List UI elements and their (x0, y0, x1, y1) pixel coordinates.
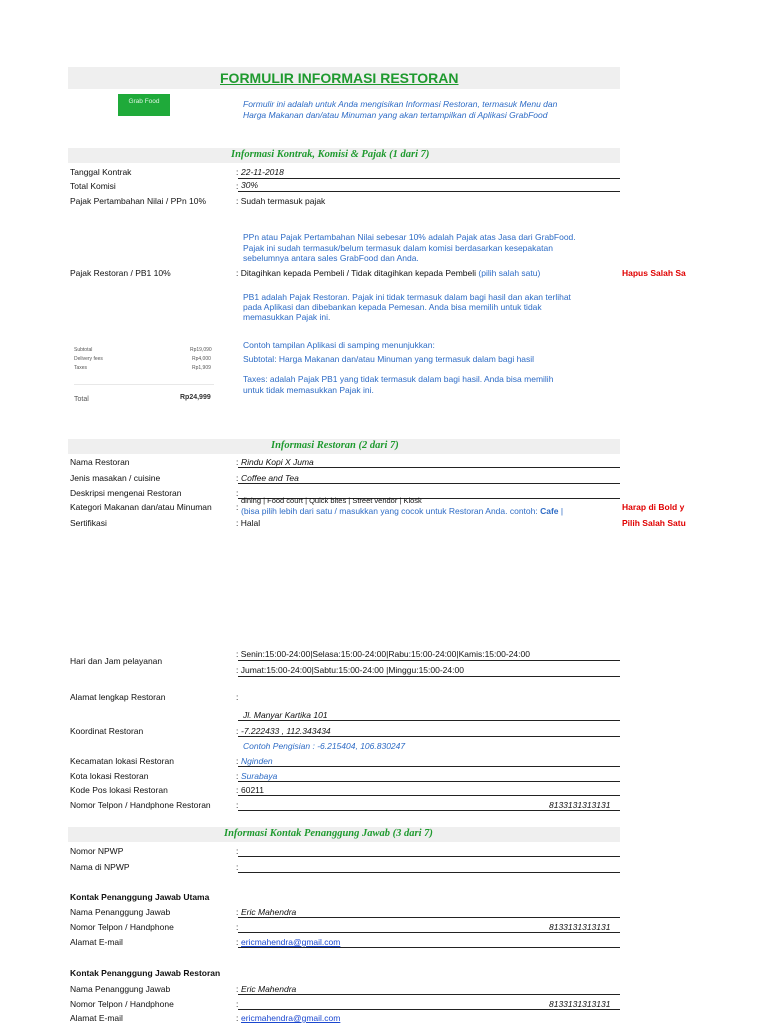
pb1-warning: Hapus Salah Sa (622, 268, 686, 278)
restoran-nama-field[interactable]: Eric Mahendra (241, 984, 297, 994)
restoran-email-link[interactable]: ericmahendra@gmail.com (241, 1013, 341, 1023)
kecamatan-label: Kecamatan lokasi Restoran (70, 756, 174, 766)
kodepos-label: Kode Pos lokasi Restoran (70, 785, 168, 795)
utama-email-label: Alamat E-mail (70, 937, 123, 947)
restoran-telpon-label: Nomor Telpon / Handphone (70, 999, 174, 1009)
utama-telpon-field[interactable]: 8133131313131 (549, 922, 611, 932)
koordinat-field[interactable]: -7.222433 , 112.343434 (241, 726, 331, 736)
kategori-hint: (bisa pilih lebih dari satu / masukkan yang cocok untuk Restoran Anda. contoh: Cafe | (241, 506, 564, 516)
restoran-email-label: Alamat E-mail (70, 1013, 123, 1023)
taxes-note-1: Taxes: adalah Pajak PB1 yang tidak termasuk dalam bagi hasil. Anda bisa memilih (243, 374, 554, 384)
kota-field[interactable]: Surabaya (241, 771, 278, 781)
telpon-restoran-field[interactable]: 8133131313131 (549, 800, 611, 810)
section1-title: Informasi Kontrak, Komisi & Pajak (1 dari 7) (231, 149, 430, 160)
section3-title: Informasi Kontak Penanggung Jawab (3 dari 7) (224, 828, 433, 839)
pb1-label: Pajak Restoran / PB1 10% (70, 268, 171, 278)
hari-line-1[interactable]: : Senin:15:00-24:00|Selasa:15:00-24:00|Rabu:15:00-24:00|Kamis:15:00-24:00 (236, 649, 530, 659)
kategori-options[interactable]: dining | Food court | Quick bites | Street vendor | Kiosk (241, 496, 422, 505)
sertifikasi-field[interactable]: : Halal (236, 518, 261, 528)
tanggal-field[interactable]: 22-11-2018 (241, 167, 284, 177)
hari-line-2[interactable]: : Jumat:15:00-24:00|Sabtu:15:00-24:00 |Minggu:15:00-24:00 (236, 665, 464, 675)
receipt-example (70, 340, 220, 412)
alamat-label: Alamat lengkap Restoran (70, 692, 166, 702)
sertifikasi-label: Sertifikasi (70, 518, 107, 528)
nama-restoran-field[interactable]: Rindu Kopi X Juma (241, 457, 314, 467)
pb1-note-3: memasukkan Pajak ini. (243, 312, 331, 322)
kategori-warning: Harap di Bold y (622, 502, 685, 512)
kategori-hint-bold: Cafe (540, 506, 559, 516)
sertifikasi-warning: Pilih Salah Satu (622, 518, 686, 528)
restoran-telpon-field[interactable]: 8133131313131 (549, 999, 611, 1009)
ppn-field[interactable]: : Sudah termasuk pajak (236, 196, 326, 206)
section2-title: Informasi Restoran (2 dari 7) (271, 440, 399, 451)
restoran-heading: Kontak Penanggung Jawab Restoran (70, 968, 221, 978)
kecamatan-field[interactable]: Nginden (241, 756, 273, 766)
ppn-note-3: sebelumnya antara sales GrabFood dan Anda. (243, 253, 419, 263)
telpon-restoran-label: Nomor Telpon / Handphone Restoran (70, 800, 211, 810)
receipt-taxes-label: Taxes (74, 365, 88, 371)
utama-email-link[interactable]: ericmahendra@gmail.com (241, 937, 341, 947)
receipt-subtotal-label: Subtotal (74, 347, 93, 353)
utama-heading: Kontak Penanggung Jawab Utama (70, 892, 210, 902)
receipt-taxes-value: Rp1,909 (192, 365, 211, 371)
deskripsi-label: Deskripsi mengenai Restoran (70, 488, 182, 498)
ppn-note-2: Pajak ini sudah termasuk/belum termasuk dalam komisi berdasarkan kesepakatan (243, 243, 553, 253)
utama-nama-label: Nama Penanggung Jawab (70, 907, 171, 917)
ppn-label: Pajak Pertambahan Nilai / PPn 10% (70, 196, 207, 206)
intro-line-1: Formulir ini adalah untuk Anda mengisikan Informasi Restoran, termasuk Menu dan (243, 99, 558, 109)
pb1-note-2: pada Aplikasi dan dibebankan kepada Pemesan. Anda bisa memilih untuk tidak (243, 302, 542, 312)
koordinat-label: Koordinat Restoran (70, 726, 144, 736)
pb1-field[interactable] (236, 268, 540, 278)
npwp-label: Nomor NPWP (70, 846, 124, 856)
ppn-note-1: PPn atau Pajak Pertambahan Nilai sebesar 10% adalah Pajak atas Jasa dari GrabFood. (243, 232, 576, 242)
nama-restoran-label: Nama Restoran (70, 457, 130, 467)
pb1-hint: (pilih salah satu) (478, 268, 541, 278)
pb1-note-1: PB1 adalah Pajak Restoran. Pajak ini tidak termasuk dalam bagi hasil dan akan terlihat (243, 292, 571, 302)
receipt-subtotal-value: Rp19,090 (190, 347, 212, 353)
koordinat-example: Contoh Pengisian : -6.215404, 106.830247 (243, 741, 406, 751)
nama-npwp-label: Nama di NPWP (70, 862, 130, 872)
receipt-total-value: Rp24,999 (180, 394, 211, 401)
form-title: FORMULIR INFORMASI RESTORAN (220, 70, 459, 86)
receipt-total-label: Total (74, 396, 89, 403)
utama-nama-field[interactable]: Eric Mahendra (241, 907, 297, 917)
jenis-field[interactable]: Coffee and Tea (241, 473, 299, 483)
nama-npwp-field[interactable] (238, 872, 620, 873)
tanggal-label: Tanggal Kontrak (70, 167, 132, 177)
komisi-label: Total Komisi (70, 181, 116, 191)
kodepos-field[interactable]: 60211 (241, 785, 265, 795)
receipt-delivery-value: Rp4,000 (192, 356, 211, 362)
taxes-note-2: untuk tidak memasukkan Pajak ini. (243, 385, 374, 395)
hari-label: Hari dan Jam pelayanan (70, 656, 163, 666)
contoh-title: Contoh tampilan Aplikasi di samping menunjukkan: (243, 340, 435, 350)
subtotal-note: Subtotal: Harga Makanan dan/atau Minuman yang termasuk dalam bagi hasil (243, 354, 535, 364)
utama-telpon-label: Nomor Telpon / Handphone (70, 922, 174, 932)
intro-line-2: Harga Makanan dan/atau Minuman yang akan tertampilkan di Aplikasi GrabFood (243, 110, 548, 120)
grabfood-logo: Grab Food (118, 94, 170, 116)
receipt-delivery-label: Delivery fees (74, 356, 103, 362)
npwp-field[interactable] (238, 856, 620, 857)
kategori-label: Kategori Makanan dan/atau Minuman (70, 502, 212, 512)
restoran-nama-label: Nama Penanggung Jawab (70, 984, 171, 994)
komisi-field[interactable]: 30% (241, 180, 259, 190)
jenis-label: Jenis masakan / cuisine (70, 473, 161, 483)
alamat-field[interactable]: Jl. Manyar Kartika 101 (243, 710, 328, 720)
kota-label: Kota lokasi Restoran (70, 771, 149, 781)
pb1-value: : Ditagihkan kepada Pembeli / Tidak ditagihkan kepada Pembeli (236, 268, 477, 278)
